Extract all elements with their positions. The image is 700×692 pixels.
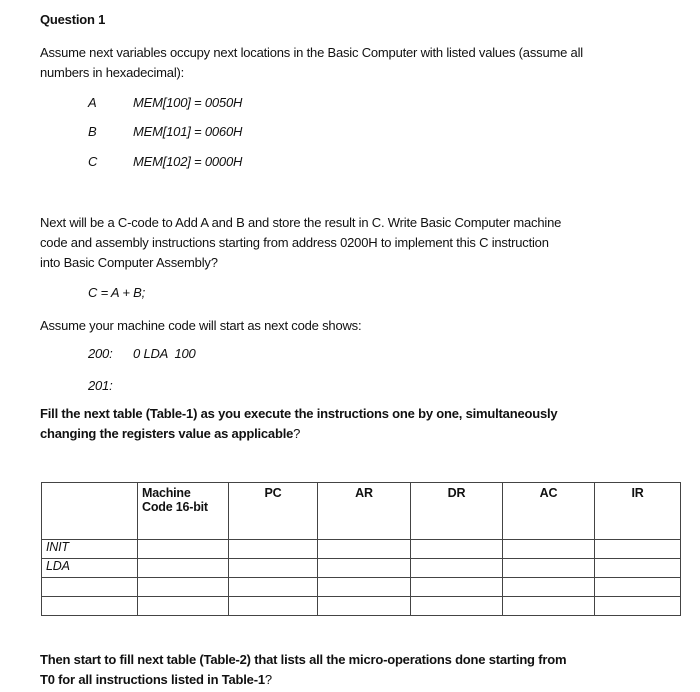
code-instr-200: 0 LDA 100 — [133, 346, 196, 361]
table-row — [42, 578, 681, 597]
cell[interactable] — [595, 597, 681, 616]
task-line-1: Next will be a C-code to Add A and B and store the result in C. Write Basic Computer machine — [40, 215, 562, 230]
variable-value-a: MEM[100] = 0050H — [133, 95, 243, 110]
variable-value-c: MEM[102] = 0000H — [133, 154, 243, 169]
task-line-3: into Basic Computer Assembly? — [40, 255, 218, 270]
header-ar: AR — [318, 483, 411, 540]
code-addr-201: 201: — [88, 378, 113, 393]
variable-name-a: A — [88, 95, 97, 110]
fill-qmark: ? — [293, 426, 301, 441]
question-title: Question 1 — [40, 12, 106, 27]
header-pc: PC — [229, 483, 318, 540]
row-label: LDA — [42, 559, 138, 578]
cell[interactable] — [318, 540, 411, 559]
cell[interactable] — [318, 578, 411, 597]
cell[interactable] — [318, 597, 411, 616]
cell[interactable] — [411, 597, 503, 616]
header-dr: DR — [411, 483, 503, 540]
cell[interactable] — [138, 578, 229, 597]
header-blank — [42, 483, 138, 540]
variable-name-b: B — [88, 124, 97, 139]
then-line-2: T0 for all instructions listed in Table-1 — [40, 672, 265, 687]
cell[interactable] — [229, 540, 318, 559]
cell[interactable] — [595, 578, 681, 597]
intro-line-2: numbers in hexadecimal): — [40, 65, 185, 80]
cell[interactable] — [138, 597, 229, 616]
cell[interactable] — [229, 559, 318, 578]
cell[interactable] — [411, 559, 503, 578]
header-ir: IR — [595, 483, 681, 540]
header-ac: AC — [503, 483, 595, 540]
c-code: C = A + B; — [88, 285, 146, 300]
cell[interactable] — [595, 559, 681, 578]
registers-table — [41, 482, 681, 616]
header-machine-code: Machine Code 16-bit — [138, 483, 229, 540]
cell[interactable] — [595, 540, 681, 559]
table-row — [42, 597, 681, 616]
variable-value-b: MEM[101] = 0060H — [133, 124, 243, 139]
table-header-row — [42, 483, 681, 540]
variable-name-c: C — [88, 154, 98, 169]
table-row — [42, 540, 681, 559]
cell[interactable] — [503, 597, 595, 616]
cell[interactable] — [503, 578, 595, 597]
cell[interactable] — [503, 540, 595, 559]
cell[interactable] — [138, 559, 229, 578]
cell[interactable] — [503, 559, 595, 578]
fill-line-2: changing the registers value as applicable — [40, 426, 294, 441]
assume-code-text: Assume your machine code will start as next code shows: — [40, 318, 362, 333]
row-label — [42, 597, 138, 616]
cell[interactable] — [411, 540, 503, 559]
cell[interactable] — [229, 578, 318, 597]
code-addr-200: 200: — [88, 346, 113, 361]
cell[interactable] — [318, 559, 411, 578]
intro-line-1: Assume next variables occupy next locations in the Basic Computer with listed values (assume all — [40, 45, 583, 60]
task-line-2: code and assembly instructions starting from address 0200H to implement this C instruction — [40, 235, 549, 250]
then-qmark: ? — [264, 672, 272, 687]
row-label: INIT — [42, 540, 138, 559]
fill-line-1: Fill the next table (Table-1) as you execute the instructions one by one, simultaneously — [40, 406, 558, 421]
row-label — [42, 578, 138, 597]
cell[interactable] — [229, 597, 318, 616]
then-line-1: Then start to fill next table (Table-2) that lists all the micro-operations done starting from — [40, 652, 567, 667]
cell[interactable] — [411, 578, 503, 597]
table-row — [42, 559, 681, 578]
cell[interactable] — [138, 540, 229, 559]
